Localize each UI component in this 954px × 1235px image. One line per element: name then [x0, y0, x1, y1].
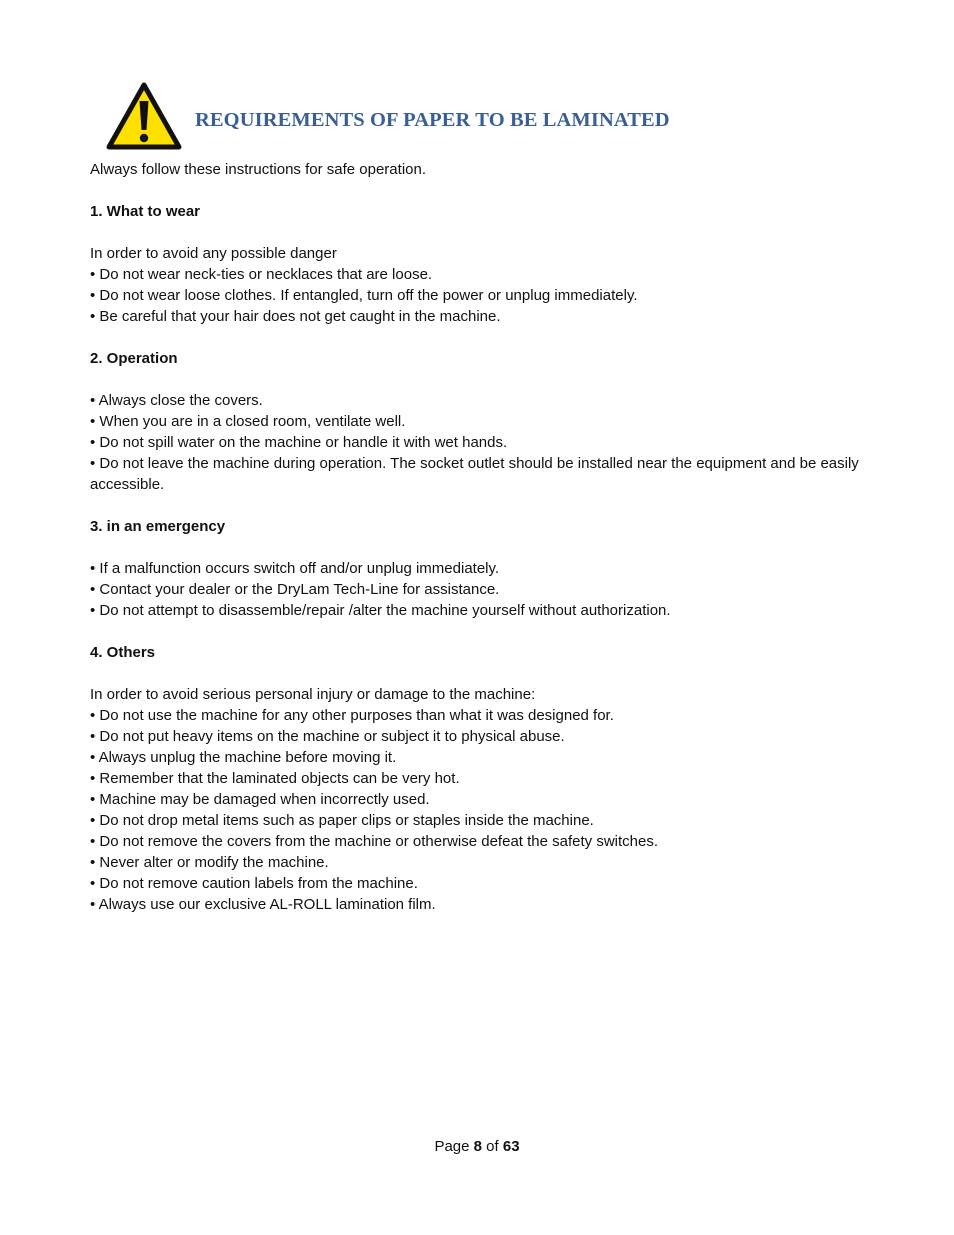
section-heading-emergency: 3. in an emergency — [90, 518, 226, 535]
list-item: • Be careful that your hair does not get caught in the machine. — [90, 308, 501, 325]
page-current: 8 — [473, 1138, 482, 1155]
list-item: • Machine may be damaged when incorrectly used. — [90, 791, 430, 808]
list-item: • Contact your dealer or the DryLam Tech-Line for assistance. — [90, 581, 500, 598]
list-item: • Do not drop metal items such as paper clips or staples inside the machine. — [90, 812, 594, 829]
list-item: • Do not put heavy items on the machine or subject it to physical abuse. — [90, 728, 565, 745]
section-lead: In order to avoid serious personal injury or damage to the machine: — [90, 686, 536, 703]
list-item: • Do not remove caution labels from the machine. — [90, 875, 418, 892]
list-item: • If a malfunction occurs switch off and/or unplug immediately. — [90, 560, 500, 577]
page-title: REQUIREMENTS OF PAPER TO BE LAMINATED — [195, 109, 670, 131]
warning-triangle-icon — [106, 82, 182, 150]
list-item: • Do not use the machine for any other purposes than what it was designed for. — [90, 707, 614, 724]
page-label: Page — [434, 1138, 470, 1155]
list-item: • When you are in a closed room, ventilate well. — [90, 413, 406, 430]
page-total: 63 — [502, 1138, 520, 1155]
page-footer — [0, 1136, 954, 1157]
section-lead: In order to avoid any possible danger — [90, 245, 337, 262]
list-item: • Always use our exclusive AL-ROLL lamination film. — [90, 896, 436, 913]
section-heading-others: 4. Others — [90, 644, 156, 661]
section-header — [106, 82, 746, 150]
list-item: • Always close the covers. — [90, 392, 263, 409]
list-item: • Do not spill water on the machine or handle it with wet hands. — [90, 434, 508, 451]
list-item: • Remember that the laminated objects can be very hot. — [90, 770, 460, 787]
list-item: • Do not wear loose clothes. If entangled, turn off the power or unplug immediately. — [90, 287, 638, 304]
list-item: • Do not remove the covers from the machine or otherwise defeat the safety switches. — [90, 833, 659, 850]
section-heading-what-to-wear: 1. What to wear — [90, 203, 201, 220]
list-item: • Do not leave the machine during operation. The socket outlet should be installed near the equipment and be easily accessible. — [90, 455, 859, 493]
list-item: • Do not wear neck-ties or necklaces that are loose. — [90, 266, 433, 283]
list-item: • Do not attempt to disassemble/repair /alter the machine yourself without authorization. — [90, 602, 671, 619]
list-item: • Never alter or modify the machine. — [90, 854, 329, 871]
of-label: of — [486, 1138, 499, 1155]
intro-text: Always follow these instructions for safe operation. — [90, 161, 426, 178]
document-body — [90, 159, 860, 915]
section-heading-operation: 2. Operation — [90, 350, 178, 367]
list-item: • Always unplug the machine before moving it. — [90, 749, 397, 766]
